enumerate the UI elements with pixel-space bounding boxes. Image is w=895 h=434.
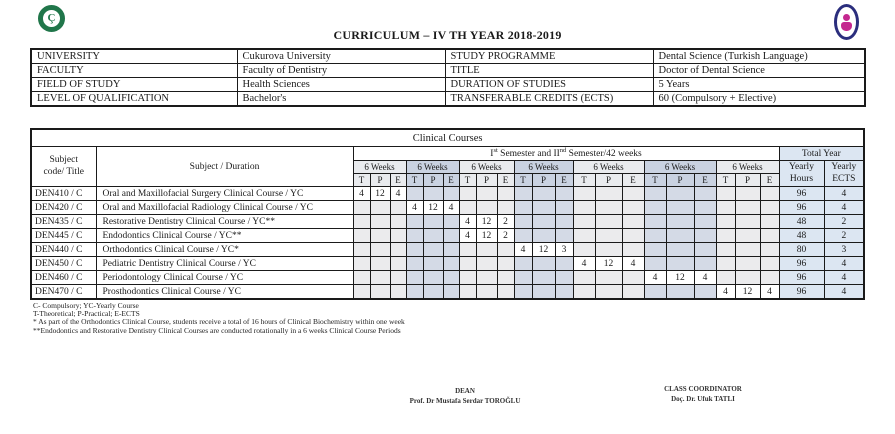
course-title-cell: Endodontics Clinical Course / YC** [96,229,353,243]
semester-header: Ist Semester and IInd Semester/42 weeks [353,147,779,161]
info-label: UNIVERSITY [31,49,237,64]
schedule-cell [622,285,644,300]
course-title-cell: Oral and Maxillofacial Radiology Clinical Course / YC [96,201,353,215]
course-code-cell: DEN420 / C [31,201,96,215]
schedule-cell [459,201,476,215]
schedule-cell [694,215,716,229]
schedule-cell [443,243,459,257]
info-value: Cukurova University [237,49,445,64]
schedule-cell [514,187,532,201]
tpe-header: P [595,174,622,187]
yearly-hours-cell: 80 [779,243,824,257]
schedule-cell [370,271,390,285]
course-title-cell: Orthodontics Clinical Course / YC* [96,243,353,257]
yearly-ects-cell: 4 [824,285,864,300]
schedule-cell [353,285,370,300]
subject-code-header: Subject code/ Title [31,147,96,187]
info-value: Faculty of Dentistry [237,64,445,78]
schedule-cell [532,201,555,215]
schedule-cell [497,271,514,285]
schedule-cell [694,285,716,300]
schedule-cell [595,285,622,300]
schedule-cell [735,243,760,257]
schedule-cell: 3 [555,243,573,257]
info-value: Doctor of Dental Science [653,64,865,78]
schedule-cell [666,285,694,300]
schedule-cell: 2 [497,229,514,243]
course-row [31,229,864,243]
schedule-cell: 4 [573,257,595,271]
schedule-cell: 4 [644,271,666,285]
schedule-cell [370,243,390,257]
schedule-cell [595,243,622,257]
schedule-cell [716,187,735,201]
course-code-cell: DEN470 / C [31,285,96,300]
course-title-cell: Pediatric Dentistry Clinical Course / YC [96,257,353,271]
yearly-hours-cell: 96 [779,187,824,201]
schedule-cell [622,187,644,201]
schedule-cell [666,215,694,229]
course-title-cell: Prosthodontics Clinical Course / YC [96,285,353,300]
schedule-cell: 12 [735,285,760,300]
schedule-cell: 4 [443,201,459,215]
schedule-cell [735,229,760,243]
tpe-header: T [353,174,370,187]
yearly-hours-cell: 48 [779,215,824,229]
info-label: TITLE [445,64,653,78]
schedule-cell [666,243,694,257]
schedule-cell [644,201,666,215]
schedule-cell [644,229,666,243]
schedule-cell [555,201,573,215]
tpe-header: P [532,174,555,187]
schedule-cell [573,229,595,243]
schedule-cell [390,257,406,271]
yearly-ects-cell: 4 [824,187,864,201]
course-row [31,285,864,300]
schedule-cell [694,243,716,257]
tpe-header: T [406,174,423,187]
schedule-cell: 4 [459,229,476,243]
yearly-ects-cell: 4 [824,257,864,271]
course-code-cell: DEN410 / C [31,187,96,201]
schedule-cell [443,187,459,201]
schedule-cell [514,215,532,229]
schedule-cell [555,187,573,201]
schedule-cell [370,257,390,271]
schedule-cell [694,257,716,271]
course-row [31,215,864,229]
schedule-cell [595,201,622,215]
schedule-cell [644,187,666,201]
schedule-cell [555,257,573,271]
tpe-header: E [497,174,514,187]
schedule-cell [443,257,459,271]
schedule-cell [760,271,779,285]
schedule-cell [406,243,423,257]
schedule-cell [353,271,370,285]
schedule-cell [532,257,555,271]
schedule-cell [390,229,406,243]
schedule-cell [443,215,459,229]
schedule-cell [595,187,622,201]
schedule-cell [735,201,760,215]
schedule-cell [443,271,459,285]
dean-title: DEAN [455,387,475,395]
schedule-cell [622,201,644,215]
schedule-cell [476,257,497,271]
yearly-ects-cell: 4 [824,201,864,215]
info-value: Dental Science (Turkish Language) [653,49,865,64]
schedule-cell [406,229,423,243]
schedule-cell [595,271,622,285]
footnote-line: * As part of the Orthodontics Clinical Course, students receive a total of 16 hours of Clinical Biochemistry within one week [33,317,405,327]
schedule-cell: 4 [353,187,370,201]
schedule-cell [694,187,716,201]
schedule-cell [497,201,514,215]
schedule-cell [406,215,423,229]
yearly-ects-cell: 2 [824,229,864,243]
schedule-cell [532,187,555,201]
tpe-header: T [644,174,666,187]
schedule-cell [459,187,476,201]
schedule-cell [716,201,735,215]
tpe-header: T [573,174,595,187]
schedule-cell [532,229,555,243]
schedule-cell [760,257,779,271]
coordinator-title: CLASS COORDINATOR [664,385,742,393]
yearly-hours-cell: 96 [779,271,824,285]
schedule-cell [644,257,666,271]
schedule-cell [735,257,760,271]
schedule-cell [644,215,666,229]
schedule-cell [573,285,595,300]
schedule-cell: 4 [622,257,644,271]
schedule-cell [532,215,555,229]
course-title-cell: Periodontology Clinical Course / YC [96,271,353,285]
course-title-cell: Restorative Dentistry Clinical Course / YC** [96,215,353,229]
schedule-cell [423,257,443,271]
schedule-cell [760,201,779,215]
schedule-cell: 12 [666,271,694,285]
schedule-cell: 4 [406,201,423,215]
schedule-cell [735,187,760,201]
schedule-cell: 4 [694,271,716,285]
schedule-cell [694,201,716,215]
schedule-cell: 12 [532,243,555,257]
yearly-hours-cell: 48 [779,229,824,243]
dean-name: Prof. Dr Mustafa Serdar TOROĞLU [409,396,521,405]
schedule-cell [497,187,514,201]
schedule-cell [476,285,497,300]
yearly-hours-header: Yearly Hours [779,161,824,187]
schedule-cell [666,187,694,201]
tpe-header: P [370,174,390,187]
schedule-cell [353,257,370,271]
schedule-cell [735,215,760,229]
schedule-cell: 12 [423,201,443,215]
schedule-cell [406,187,423,201]
schedule-cell [573,201,595,215]
yearly-hours-cell: 96 [779,201,824,215]
schedule-cell [666,201,694,215]
schedule-cell [622,243,644,257]
coordinator-signature-block [628,385,778,404]
schedule-cell [644,243,666,257]
schedule-cell [370,201,390,215]
course-code-cell: DEN460 / C [31,271,96,285]
yearly-hours-cell: 96 [779,257,824,271]
schedule-cell [644,285,666,300]
schedule-cell [353,229,370,243]
schedule-cell [573,271,595,285]
tpe-header: P [735,174,760,187]
tpe-header: E [694,174,716,187]
dean-signature-block [375,387,555,406]
schedule-cell [555,285,573,300]
schedule-cell [716,215,735,229]
tpe-header: P [423,174,443,187]
info-row [31,64,865,78]
schedule-cell [622,271,644,285]
info-row [31,49,865,64]
schedule-cell: 4 [390,187,406,201]
schedule-cell [514,201,532,215]
tpe-header: P [666,174,694,187]
schedule-cell [514,257,532,271]
schedule-cell [497,257,514,271]
schedule-cell [716,229,735,243]
yearly-ects-cell: 2 [824,215,864,229]
programme-info-table [30,48,866,107]
course-row [31,243,864,257]
schedule-cell [423,187,443,201]
university-monogram: Ç [47,12,56,24]
schedule-cell [423,271,443,285]
schedule-cell: 12 [370,187,390,201]
schedule-cell [555,215,573,229]
page-title: CURRICULUM – IV TH YEAR 2018-2019 [333,28,562,42]
schedule-cell [595,229,622,243]
schedule-cell: 4 [760,285,779,300]
schedule-cell [370,215,390,229]
schedule-cell [716,243,735,257]
course-row [31,257,864,271]
week-group-header: 6 Weeks [514,161,573,174]
schedule-cell [760,187,779,201]
coordinator-name: Doç. Dr. Ufuk TATLI [671,394,735,403]
schedule-cell [716,271,735,285]
schedule-cell [370,285,390,300]
course-code-cell: DEN435 / C [31,215,96,229]
footnote-line: T-Theoretical; P-Practical; E-ECTS [33,309,140,319]
schedule-cell [443,285,459,300]
schedule-cell [353,243,370,257]
schedule-cell: 2 [497,215,514,229]
info-label: LEVEL OF QUALIFICATION [31,92,237,107]
tpe-header: T [459,174,476,187]
week-group-header: 6 Weeks [406,161,459,174]
faculty-emblem-icon [843,14,850,21]
week-group-header: 6 Weeks [459,161,514,174]
schedule-cell [497,285,514,300]
tpe-header: P [476,174,497,187]
info-label: TRANSFERABLE CREDITS (ECTS) [445,92,653,107]
schedule-cell [666,257,694,271]
schedule-cell [760,215,779,229]
schedule-cell [459,271,476,285]
table-caption: Clinical Courses [31,129,864,147]
footnote-line: **Endodontics and Restorative Dentistry Clinical Courses are conducted rotationally in a 6 weeks Clinical Course Periods [33,325,401,335]
tpe-header: E [760,174,779,187]
schedule-cell [390,243,406,257]
info-value: 60 (Compulsory + Elective) [653,92,865,107]
schedule-cell [760,243,779,257]
clinical-courses-table [30,128,865,300]
schedule-cell: 12 [476,215,497,229]
schedule-cell [622,229,644,243]
schedule-cell [514,271,532,285]
schedule-cell [514,229,532,243]
schedule-cell [459,243,476,257]
week-group-header: 6 Weeks [353,161,406,174]
schedule-cell [476,243,497,257]
course-row [31,187,864,201]
schedule-cell [716,257,735,271]
info-label: STUDY PROGRAMME [445,49,653,64]
schedule-cell [423,229,443,243]
schedule-cell [595,215,622,229]
schedule-cell: 4 [716,285,735,300]
total-year-header: Total Year [779,147,864,161]
yearly-hours-cell: 96 [779,285,824,300]
week-group-header: 6 Weeks [644,161,716,174]
schedule-cell [573,243,595,257]
schedule-cell: 4 [514,243,532,257]
schedule-cell [497,243,514,257]
schedule-cell [514,285,532,300]
schedule-cell [532,285,555,300]
schedule-cell [555,271,573,285]
info-label: FIELD OF STUDY [31,78,237,92]
info-row [31,78,865,92]
course-title-cell: Oral and Maxillofacial Surgery Clinical Course / YC [96,187,353,201]
schedule-cell [423,243,443,257]
info-label: FACULTY [31,64,237,78]
schedule-cell [532,271,555,285]
schedule-cell [622,215,644,229]
footnotes [33,302,405,335]
info-value: Health Sciences [237,78,445,92]
tpe-header: E [390,174,406,187]
schedule-cell [370,229,390,243]
schedule-cell: 12 [595,257,622,271]
schedule-cell [735,271,760,285]
course-code-cell: DEN445 / C [31,229,96,243]
schedule-cell: 12 [476,229,497,243]
schedule-cell [390,285,406,300]
info-value: 5 Years [653,78,865,92]
schedule-cell [390,201,406,215]
schedule-cell [390,215,406,229]
tpe-header: E [443,174,459,187]
schedule-cell [694,229,716,243]
course-code-cell: DEN450 / C [31,257,96,271]
yearly-ects-cell: 4 [824,271,864,285]
schedule-cell [476,201,497,215]
course-code-cell: DEN440 / C [31,243,96,257]
week-group-header: 6 Weeks [716,161,779,174]
info-label: DURATION OF STUDIES [445,78,653,92]
info-value: Bachelor's [237,92,445,107]
schedule-cell [555,229,573,243]
schedule-cell [406,271,423,285]
schedule-cell [353,215,370,229]
schedule-cell [666,229,694,243]
schedule-cell [406,285,423,300]
schedule-cell [353,201,370,215]
week-group-header: 6 Weeks [573,161,644,174]
schedule-cell [390,271,406,285]
schedule-cell [406,257,423,271]
tpe-header: T [514,174,532,187]
schedule-cell [423,215,443,229]
schedule-cell [760,229,779,243]
yearly-ects-header: Yearly ECTS [824,161,864,187]
tpe-header: E [555,174,573,187]
schedule-cell [423,285,443,300]
schedule-cell [573,215,595,229]
footnote-line: C- Compulsory; YC-Yearly Course [33,301,139,310]
schedule-cell [573,187,595,201]
schedule-cell [476,271,497,285]
schedule-cell [476,187,497,201]
schedule-cell [459,285,476,300]
tpe-header: T [716,174,735,187]
yearly-ects-cell: 3 [824,243,864,257]
course-row [31,271,864,285]
schedule-cell [459,257,476,271]
subject-duration-header: Subject / Duration [96,147,353,187]
course-row [31,201,864,215]
schedule-cell [443,229,459,243]
info-row [31,92,865,107]
schedule-cell: 4 [459,215,476,229]
tpe-header: E [622,174,644,187]
